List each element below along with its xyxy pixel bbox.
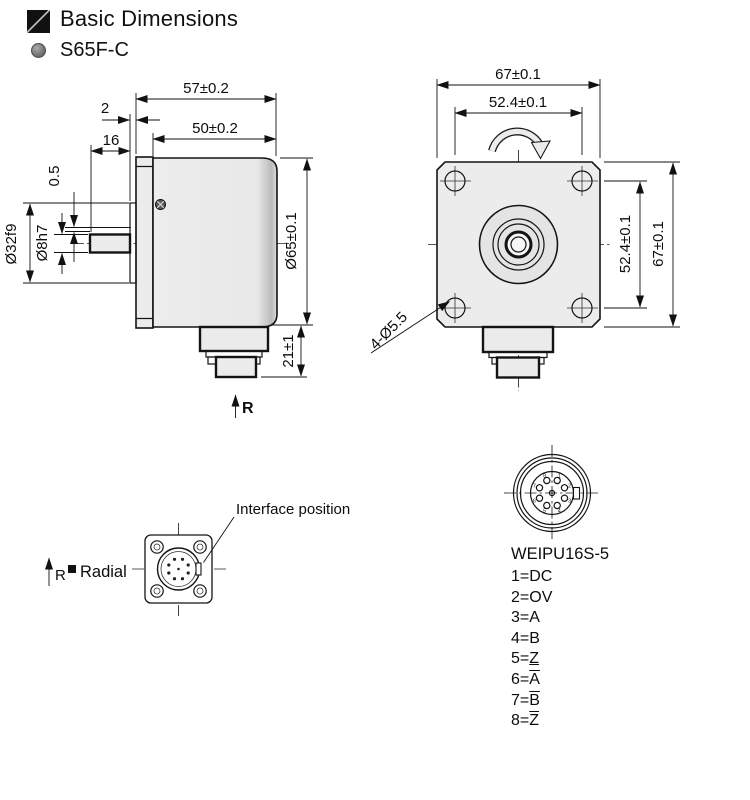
dim-hole-spacing-side [604,181,647,308]
radial-bullet-icon [68,565,76,573]
pin-row: $7=\overline{B}$ [511,691,540,709]
side-view [3,80,313,418]
front-view [367,66,680,391]
dim-hole-spacing-top [455,94,582,155]
screw-head [156,200,166,210]
svg-text:16: 16 [102,132,120,149]
interface-callout [204,501,351,563]
connector-face [504,445,600,541]
svg-text:57±0.2: 57±0.2 [183,80,229,97]
connector-model: WEIPU16S-5 [511,545,610,563]
svg-text:50±0.2: 50±0.2 [192,120,238,137]
svg-text:R: R [242,400,254,417]
connector-pinout [511,545,609,732]
svg-text:8: 8 [543,473,547,480]
svg-text:5: 5 [543,508,547,515]
rotation-arrow-icon [492,131,550,158]
svg-text:Ø8h7: Ø8h7 [34,224,51,262]
svg-text:2: 2 [568,483,572,490]
radial-label: Radial [80,563,127,581]
radial-r-label: R [55,567,66,584]
dim-mounting-holes [367,302,450,354]
svg-text:2: 2 [100,100,110,117]
shaft-boss [480,206,558,284]
dim-flange-width [437,66,600,158]
svg-text:21±1: 21±1 [280,334,297,368]
svg-text:1: 1 [557,473,561,480]
radial-view [49,501,350,616]
model-name: S65F-C [60,39,129,61]
svg-text:Ø65±0.1: Ø65±0.1 [283,212,300,270]
pin-row: 1=DC [511,568,553,585]
flange [136,157,153,328]
dim-total-width [136,80,276,156]
connector-key-notch [574,488,580,500]
svg-text:3: 3 [568,498,572,505]
svg-text:7: 7 [532,483,536,490]
front-connector [483,327,553,378]
svg-text:Interface position: Interface position [236,501,351,518]
svg-text:52.4±0.1: 52.4±0.1 [617,214,634,274]
radial-direction-marker [236,395,255,418]
svg-text:67±0.1: 67±0.1 [650,221,667,267]
encoder-body [153,158,277,327]
pin-row: 3=A [511,609,540,627]
pin-row: $6=\overline{A}$ [511,670,540,688]
pin-row: 2=OV [511,588,553,606]
svg-text:4: 4 [557,508,561,515]
dim-flange-height [604,162,680,327]
svg-text:4-Ø5.5: 4-Ø5.5 [366,308,412,354]
pin-row: 4=B [511,629,540,647]
page-title: Basic Dimensions [60,6,239,31]
svg-text:Ø32f9: Ø32f9 [3,223,20,265]
svg-text:52.4±0.1: 52.4±0.1 [488,94,548,111]
dim-body-width [153,120,276,156]
shaft [90,235,130,253]
svg-text:0.5: 0.5 [46,165,63,187]
svg-text:67±0.1: 67±0.1 [495,66,541,83]
side-connector [200,327,268,377]
pin-row: 5=Z [511,650,540,668]
pin-row: $8=\overline{Z}$ [511,712,540,730]
svg-text:6: 6 [532,498,536,505]
interface-key-tab [196,563,201,575]
pin-list [511,567,609,732]
dim-shaft-length [91,132,130,232]
